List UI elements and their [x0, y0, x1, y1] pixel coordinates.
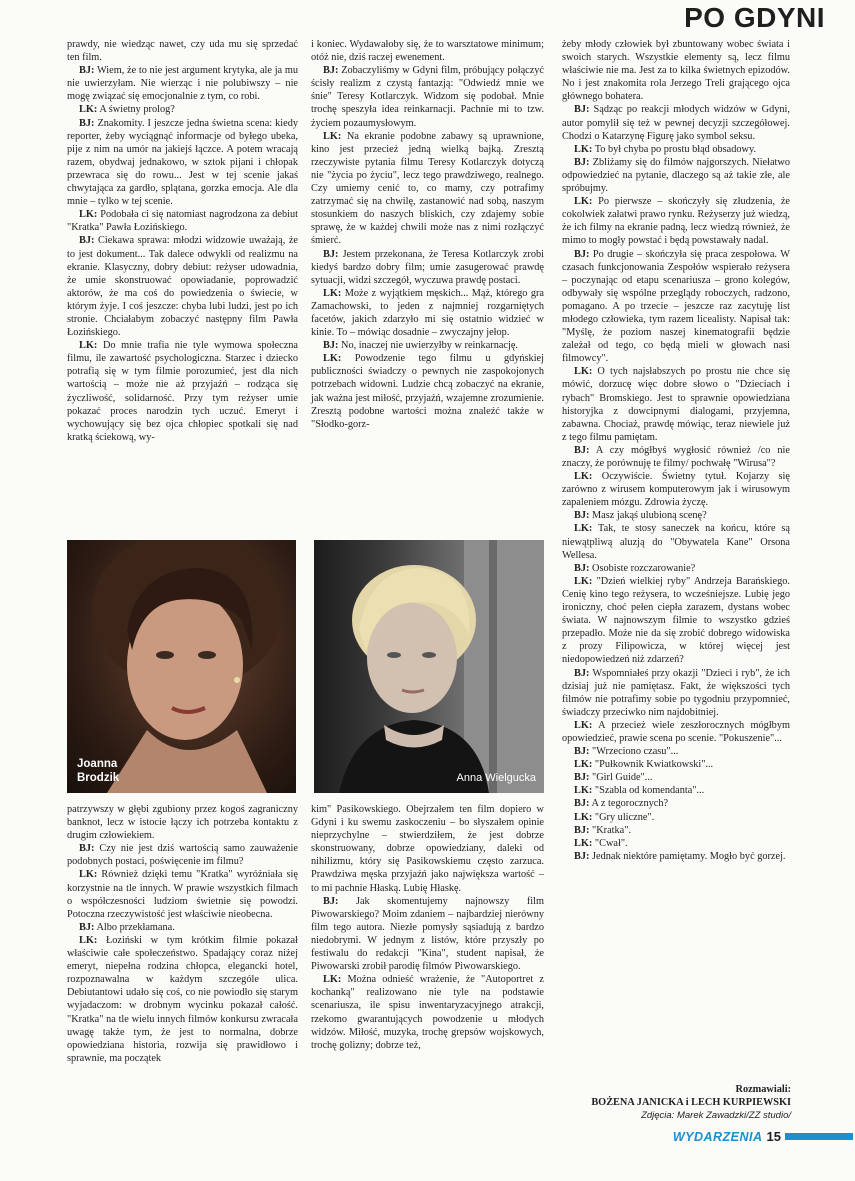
- speaker-label: BJ:: [323, 895, 339, 907]
- paragraph-text: A przecież wiele zeszłorocznych mógłbym opowiedzieć, prawie scena po scenie. "Pokuszenie"...: [562, 719, 790, 744]
- speaker-label: LK:: [574, 759, 593, 771]
- paragraph: [562, 103, 790, 142]
- paragraph-text: "Cwał".: [592, 837, 628, 849]
- paragraph-text: "Pułkownik Kwiatkowski"...: [592, 759, 714, 771]
- speaker-label: BJ:: [574, 746, 590, 758]
- speaker-label: LK:: [574, 837, 593, 849]
- paragraph: [311, 895, 544, 974]
- speaker-label: LK:: [574, 575, 593, 587]
- paragraph-text: Może z wyjątkiem męskich... Mąż, którego gra Zamachowski, to jeden z najmniej rozgarniętych facetów, jakich zdarzyło mi się ostatnio widzieć w kinie. To – mówiąc dosadnie – zwyczajny jełop.: [311, 287, 544, 339]
- photo-caption: [77, 757, 119, 785]
- photo-joanna-brodzik: [67, 540, 296, 793]
- paragraph: [311, 339, 544, 352]
- speaker-label: LK:: [574, 811, 593, 823]
- speaker-label: LK:: [323, 353, 342, 365]
- speaker-label: BJ:: [574, 850, 590, 862]
- paragraph-text: Jak skomentujemy najnowszy film Piwowarskiego? Moim zdaniem – najbardziej nierówny film tego autora. Niezłe pomysły sąsiadują z bardzo niedobrymi. W jednym z listów, które przyszły po festiwalu do redakcji "Kina", student napisał, że Piwowarski zrobił parodię filmów Piwowarskiego.: [311, 895, 544, 973]
- speaker-label: BJ:: [574, 798, 590, 810]
- page-footer: [673, 1129, 853, 1144]
- paragraph: [562, 470, 790, 509]
- paragraph: [562, 143, 790, 156]
- paragraph-text: Na ekranie podobne zabawy są uprawnione, kino jest przecież jedną wielką bajką. Zresztą rzeczywiste pytania filmu Teresy Kotlarczyk dotyczą nie "życia po życiu", lecz tego prawdziwego, realnego. Czy umiemy cenić to, co mamy, czy potrafimy zatrzymać się na chwilę, zastanowić nad sobą, naszym stosunkiem do naszych bliskich, czy zdajemy sobie sprawę, że w każdej chwili może nas z nimi rozłączyć śmierć.: [311, 130, 544, 247]
- paragraph: [562, 771, 790, 784]
- speaker-label: BJ:: [574, 156, 590, 168]
- paragraph-text: Tak, te stosy saneczek na końcu, które są niewątpliwą aluzją do "Obywatela Kane" Orsona Wellesa.: [562, 523, 790, 561]
- photo-credit: Zdjęcia: Marek Zawadzki/ZZ studio/: [641, 1110, 791, 1121]
- speaker-label: LK:: [574, 471, 593, 483]
- paragraph: [562, 562, 790, 575]
- paragraph-text: "Kratka".: [589, 824, 632, 836]
- speaker-label: LK:: [574, 366, 593, 378]
- paragraph-text: O tych najsłabszych po prostu nie chce się mówić, dorzucę więc dobre słowo o "Dzieciach i rybach" Bromskiego. Jest to sprawnie opowiedziana historyjka z dowcipnymi dialogami, przyjemna, zabawna. Chociaż, prawdę mówiąc, teraz niewiele już z tego filmu pamiętam.: [562, 366, 790, 443]
- paragraph-text: Oczywiście. Świetny tytuł. Kojarzy się zarówno z wirusem komputerowym jak i wirusowym zapaleniem mózgu. Zdrowia życzę.: [562, 471, 790, 509]
- paragraph: [311, 352, 544, 431]
- paragraph: żeby młody człowiek był zbuntowany wobec świata i swoich starych. Wszystkie elementy są, lecz filmu właściwie nie ma. Jest za to kilka świetnych epizodów. No i jest znakomita rola Jerzego Treli grającego ojca głównego bohatera.: [562, 39, 790, 103]
- paragraph: [67, 934, 298, 1065]
- paragraph: [67, 103, 298, 116]
- paragraph: [311, 287, 544, 339]
- paragraph: [562, 758, 790, 771]
- speaker-label: LK:: [79, 104, 98, 116]
- paragraph: [562, 745, 790, 758]
- paragraph: [562, 784, 790, 797]
- speaker-label: BJ:: [574, 248, 590, 260]
- paragraph: i koniec. Wydawałoby się, że to warsztatowe minimum; otóż nie, dziś raczej ewenement.: [311, 39, 544, 64]
- paragraph: [562, 850, 790, 863]
- paragraph-text: "Dzień wielkiej ryby" Andrzeja Barańskiego. Cenię kino tego reżysera, to wcześniejsze. Lubię jego ironiczny, choć pełen ciepła zarazem, dystans wobec świata. W najnowszym filmie to wszystko gdzieś przepadło. Może nie da się zrobić dobrego widowiska z prozy Filipowicza, w której więcej jest niedopowiedzeń niż zdarzeń?: [562, 575, 790, 666]
- speaker-label: LK:: [323, 974, 342, 986]
- speaker-label: LK:: [79, 209, 98, 221]
- paragraph: [67, 842, 298, 868]
- paragraph-text: To był chyba po prostu błąd obsadowy.: [592, 143, 757, 155]
- paragraph-text: Wiem, że to nie jest argument krytyka, ale ja mu nie uwierzyłam. Nie wierząc i nie polubiwszy – nie mogę związać się emocjonalnie z tym, co robi.: [67, 65, 298, 103]
- speaker-label: BJ:: [574, 772, 590, 784]
- paragraph-text: Jednak niektóre pamiętamy. Mogło być gorzej.: [589, 850, 786, 862]
- paragraph-text: A z tegorocznych?: [589, 798, 669, 810]
- speaker-label: LK:: [79, 934, 98, 946]
- paragraph-text: A czy mógłbyś wygłosić również /co nie znaczy, że porównuję te filmy/ pochwałę "Wirusa"?: [562, 444, 790, 469]
- page-number: 15: [766, 1129, 781, 1144]
- paragraph: [67, 234, 298, 339]
- speaker-label: BJ:: [79, 117, 95, 129]
- paragraph: [562, 667, 790, 719]
- paragraph: [562, 195, 790, 247]
- speaker-label: BJ:: [323, 340, 339, 352]
- caption-line: Brodzik: [77, 772, 120, 784]
- paragraph-text: A świetny prolog?: [97, 104, 175, 116]
- article-column-1-lower: [67, 803, 298, 1065]
- paragraph: [67, 921, 298, 934]
- paragraph-text: Można odnieść wrażenie, że "Autoportret z kochanką" realizowano nie tyle na podstawie scenariusza, ile spisu inwentaryzacyjnego atrakcji, rzekomo gwarantujących powodzenie u młodych widzów. Miłość, muzyka, trochę grepsów wojskowych, trochę golizny; dobrze też,: [311, 974, 544, 1051]
- speaker-label: LK:: [323, 287, 342, 299]
- paragraph-text: "Wrzeciono czasu"...: [589, 746, 679, 758]
- speaker-label: LK:: [574, 523, 593, 535]
- caption-line: Joanna: [77, 758, 118, 770]
- photo-caption: Anna Wielgucka: [456, 772, 536, 784]
- paragraph-text: Czy nie jest dziś wartością samo zauważenie podobnych postaci, poświęcenie im filmu?: [67, 843, 298, 868]
- paragraph: [311, 64, 544, 129]
- speaker-label: BJ:: [323, 65, 339, 77]
- speaker-label: LK:: [323, 130, 342, 142]
- paragraph-text: Wspomniałeś przy okazji "Dzieci i ryb", że ich dzisiaj już nie pamiętasz. Fakt, że większości tych filmów nie potrafimy sobie po tygodniu przypomnieć, świadczy przeciwko nim najdobitniej.: [562, 667, 790, 718]
- paragraph: kim" Pasikowskiego. Obejrzałem ten film dopiero w Gdyni i ku swemu zaskoczeniu – bo słyszałem opinie nieprzychylne – stwierdziłem, że jest dobrze skonstruowany, dobrze opowiedziany, daleki od nihilizmu, który się Pasikowskiemu często zarzuca. Prawdziwa męska przyjaźń jako największa wartość – to mi pachnie Hłaską. Lubię Hłaskę.: [311, 804, 544, 894]
- photo-anna-wielgucka: [314, 540, 544, 793]
- paragraph: [67, 868, 298, 920]
- paragraph: [562, 824, 790, 837]
- article-column-3: [562, 38, 790, 863]
- portrait-illustration: [314, 540, 544, 793]
- paragraph-text: Osobiste rozczarowanie?: [589, 562, 696, 574]
- paragraph: [562, 719, 790, 745]
- paragraph-text: Do mnie trafia nie tyle wymowa społeczna filmu, ile zawartość psychologiczna. Starzec i dziecko potrafią się w tym filmie porozumieć, jest dla nich wartością – może nie aż przyjaźń – rodząca się życzliwość, solidarność. Przy tym reżyser umie pokazać proces narodzin tych uczuć. Emeryt i wychowujący się bez ojca chłopiec spotkali się nad kratką ściekową, wy-: [67, 340, 298, 443]
- footer-accent-bar: [785, 1133, 853, 1140]
- paragraph: [67, 117, 298, 209]
- speaker-label: BJ:: [574, 824, 590, 836]
- speaker-label: LK:: [574, 143, 593, 155]
- paragraph: [67, 64, 298, 103]
- paragraph-text: Albo przekłamana.: [94, 921, 175, 933]
- paragraph: [562, 156, 790, 195]
- paragraph: [562, 365, 790, 444]
- article-column-2-lower: [311, 803, 544, 1052]
- credits-authors: BOŻENA JANICKA i LECH KURPIEWSKI: [591, 1097, 791, 1108]
- paragraph-text: Ciekawa sprawa: młodzi widzowie uważają, że to jest dokument... Tak dalece odwykli od realizmu na ekranie. Klasyczny, dobry debiut: reżyser udowadnia, że umie skonstruować opowiadanie, poprowadzić aktorów, że ma coś do powiedzenia o świecie, w którym żyje. I coś jeszcze: chyba lubi ludzi, jest po ich stronie. Chciałabym zobaczyć następny film Pawła Łozińskiego.: [67, 235, 298, 339]
- speaker-label: BJ:: [79, 65, 95, 77]
- credits-label: Rozmawiali:: [735, 1084, 791, 1095]
- speaker-label: BJ:: [79, 921, 95, 933]
- paragraph: [67, 208, 298, 234]
- speaker-label: LK:: [574, 196, 593, 208]
- paragraph: [311, 130, 544, 248]
- section-title: PO GDYNI: [684, 2, 825, 33]
- paragraph: [562, 444, 790, 470]
- speaker-label: LK:: [574, 785, 593, 797]
- paragraph: [311, 973, 544, 1052]
- speaker-label: BJ:: [79, 235, 95, 247]
- paragraph: [562, 837, 790, 850]
- speaker-label: BJ:: [79, 843, 95, 855]
- article-column-2: [311, 38, 544, 431]
- speaker-label: LK:: [79, 869, 98, 881]
- speaker-label: LK:: [79, 340, 98, 352]
- paragraph-text: Jestem przekonana, że Teresa Kotlarczyk zrobi kiedyś bardzo dobry film; umie zasugerować prawdę sytuacji, widzi szczegół, wyczuwa prawdę postaci.: [311, 248, 544, 286]
- paragraph: [562, 797, 790, 810]
- paragraph-text: Masz jakąś ulubioną scenę?: [589, 510, 707, 522]
- paragraph: [67, 339, 298, 444]
- speaker-label: BJ:: [574, 562, 590, 574]
- speaker-label: BJ:: [574, 104, 590, 116]
- portrait-illustration: [67, 540, 296, 793]
- paragraph-text: Po pierwsze – skończyły się złudzenia, że cokolwiek załatwi prawo rynku. Reżyserzy już wiedzą, że ich filmy na ekranie padną, lecz wiedzą również, że mimo to mogły powstać i będą powstawały nadal.: [562, 196, 790, 247]
- paragraph: prawdy, nie wiedząc nawet, czy uda mu się sprzedać ten film.: [67, 39, 298, 64]
- paragraph: [311, 248, 544, 287]
- speaker-label: LK:: [574, 719, 593, 731]
- paragraph-text: Zobaczyliśmy w Gdyni film, próbujący połączyć ścisły realizm z czystą fantazją: "Odwiedź mnie we śnie" Teresy Kotlarczyk. Widzom się podobał. Mnie trochę speszyła idea reinkarnacji. Pachnie mi to tzw. życiem pozaumysłowym.: [311, 65, 544, 129]
- paragraph: patrzywszy w głębi zgubiony przez kogoś zagraniczny banknot, lecz w istocie łączy ich potrzeba kontaktu z drugim człowiekiem.: [67, 804, 298, 842]
- paragraph-text: Łoziński w tym krótkim filmie pokazał właściwie całe społeczeństwo. Spadający coraz niżej emeryt, niepełna rodzina chłopca, elegancki hotel, rozpoznawalna w każdym szczególe ulica. Debiutantowi udało się coś, co nie powiodło się starym wyjadaczom: w drobnym wycinku pokazał całość. "Kratka" na tle wielu innych filmów konkursu zwracała uwagę także tym, że jest to normalna, dobrze opowiedziana historia, rozwija się prawidłowo i sprawnie, ma początek: [67, 934, 298, 1064]
- paragraph-text: Po drugie – skończyła się praca zespołowa. W czasach funkcjonowania Zespołów wspierało reżysera – poczynając od etapu scenariusza – grono kolegów, odbywały się wspólne przeglądy roboczych, radzono, pomagano. A po trzecie – jeszcze raz zacytuję list młodego człowieka, tym razem licealisty. Napisał tak: "Myślę, że poziom naszej kinematografii będzie zależał od tego, co będą mieli w głowach nasi filmowcy".: [562, 248, 790, 365]
- paragraph-text: "Gry uliczne".: [592, 811, 655, 823]
- paragraph-text: Sądząc po reakcji młodych widzów w Gdyni, autor pomylił się też w pewnej decyzji szczegółowej. Chodzi o Katarzynę Figurę jako symbol seksu.: [562, 104, 790, 142]
- paragraph: [562, 575, 790, 667]
- speaker-label: BJ:: [323, 248, 339, 260]
- paragraph-text: Znakomity. I jeszcze jedna świetna scena: kiedy reporter, żeby wyciągnąć informacje od byłego ubeka, pije z nim na umór na jakiejś łączce. A potem wracają razem, obydwaj jednakowo, w sztok pijani i chłopak przewraca się do rowu... Jest w tej scenie jakaś chwytająca za gardło, splątana, gorzka emocja. Ale dla mnie – tylko w tej scenie.: [67, 117, 298, 208]
- paragraph-text: Również dzięki temu "Kratka" wyróżniała się korzystnie na tle innych. W prawie wszystkich filmach o współczesności ludziom świetnie się powodzi. Potoczna rzeczywistość jest właściwie nieobecna.: [67, 869, 298, 920]
- paragraph-text: "Szabla od komendanta"...: [592, 785, 705, 797]
- article-credits: [591, 1083, 791, 1122]
- speaker-label: BJ:: [574, 444, 590, 456]
- paragraph-text: Zbliżamy się do filmów najgorszych. Niełatwo odpowiedzieć na pytanie, dlaczego są aż takie złe, ale spróbujmy.: [562, 156, 790, 195]
- paragraph: [562, 522, 790, 561]
- speaker-label: BJ:: [574, 667, 590, 679]
- paragraph: [562, 811, 790, 824]
- paragraph-text: Powodzenie tego filmu u gdyńskiej publiczności świadczy o pewnych nie zaspokojonych potrzebach widowni. Ludzie chcą zobaczyć na ekranie, jak ważna jest miłość, przyjaźń, wzajemne zrozumienie. Zresztą podobne wartości można znaleźć także w "Słodko-gorz-: [311, 353, 544, 430]
- paragraph-text: "Girl Guide"...: [589, 772, 653, 784]
- speaker-label: BJ:: [574, 510, 590, 522]
- article-column-1: [67, 38, 298, 444]
- paragraph: [562, 509, 790, 522]
- paragraph: [562, 248, 790, 366]
- paragraph-text: No, inaczej nie uwierzyłby w reinkarnację.: [338, 340, 518, 352]
- magazine-brand: WYDARZENIA: [672, 1129, 763, 1144]
- paragraph-text: Podobała ci się natomiast nagrodzona za debiut "Kratka" Pawła Łozińskiego.: [67, 209, 298, 234]
